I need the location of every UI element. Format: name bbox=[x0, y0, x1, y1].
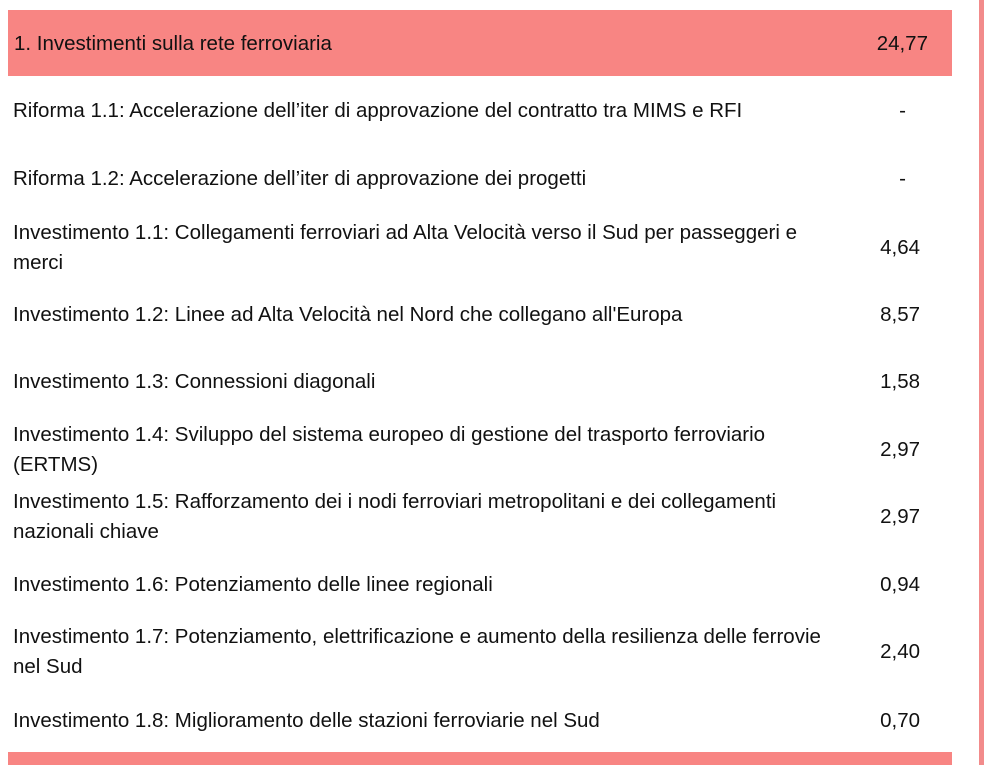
row-label: Investimento 1.6: Potenziamento delle linee regionali bbox=[13, 573, 493, 596]
table-row bbox=[8, 94, 952, 130]
investment-table bbox=[8, 10, 952, 732]
row-label: Investimento 1.2: Linee ad Alta Velocità nel Nord che collegano all'Europa bbox=[13, 303, 683, 326]
row-label: Riforma 1.2: Accelerazione dell’iter di approvazione dei progetti bbox=[13, 167, 587, 190]
table-row bbox=[8, 162, 952, 198]
row-label: Investimento 1.3: Connessioni diagonali bbox=[13, 370, 376, 393]
table-header-row bbox=[8, 10, 952, 76]
row-value: 1,58 bbox=[880, 370, 920, 393]
row-label: Investimento 1.1: Collegamenti ferroviari ad Alta Velocità verso il Sud per passeggeri e merci bbox=[13, 221, 797, 274]
table-row bbox=[8, 365, 952, 401]
row-label: Investimento 1.4: Sviluppo del sistema europeo di gestione del trasporto ferroviario (ERTMS) bbox=[13, 423, 766, 476]
header-value: 24,77 bbox=[876, 32, 928, 55]
table-row bbox=[8, 298, 952, 334]
row-value: 0,94 bbox=[880, 573, 920, 596]
row-label: Investimento 1.5: Rafforzamento dei i nodi ferroviari metropolitani e dei collegamenti nazionali chiave bbox=[13, 490, 777, 543]
row-value: 0,70 bbox=[880, 709, 920, 732]
right-border-rule bbox=[979, 0, 984, 765]
table-row bbox=[8, 420, 952, 484]
row-label: Riforma 1.1: Accelerazione dell’iter di approvazione del contratto tra MIMS e RFI bbox=[13, 99, 743, 122]
table-row bbox=[8, 704, 952, 740]
header-label: 1. Investimenti sulla rete ferroviaria bbox=[14, 32, 332, 55]
row-value: 2,97 bbox=[880, 438, 920, 461]
table-row bbox=[8, 622, 952, 686]
next-section-header-band bbox=[8, 752, 952, 765]
row-value: 2,40 bbox=[880, 640, 920, 663]
row-label: Investimento 1.8: Miglioramento delle stazioni ferroviarie nel Sud bbox=[13, 709, 600, 732]
row-value: 4,64 bbox=[880, 236, 920, 259]
row-label: Investimento 1.7: Potenziamento, elettrificazione e aumento della resilienza delle ferrovie nel Sud bbox=[13, 625, 821, 678]
row-value: 2,97 bbox=[880, 505, 920, 528]
table-row bbox=[8, 487, 952, 551]
row-value: - bbox=[899, 99, 906, 122]
row-value: 8,57 bbox=[880, 303, 920, 326]
table-row bbox=[8, 218, 952, 282]
table-row bbox=[8, 568, 952, 604]
row-value: - bbox=[899, 167, 906, 190]
